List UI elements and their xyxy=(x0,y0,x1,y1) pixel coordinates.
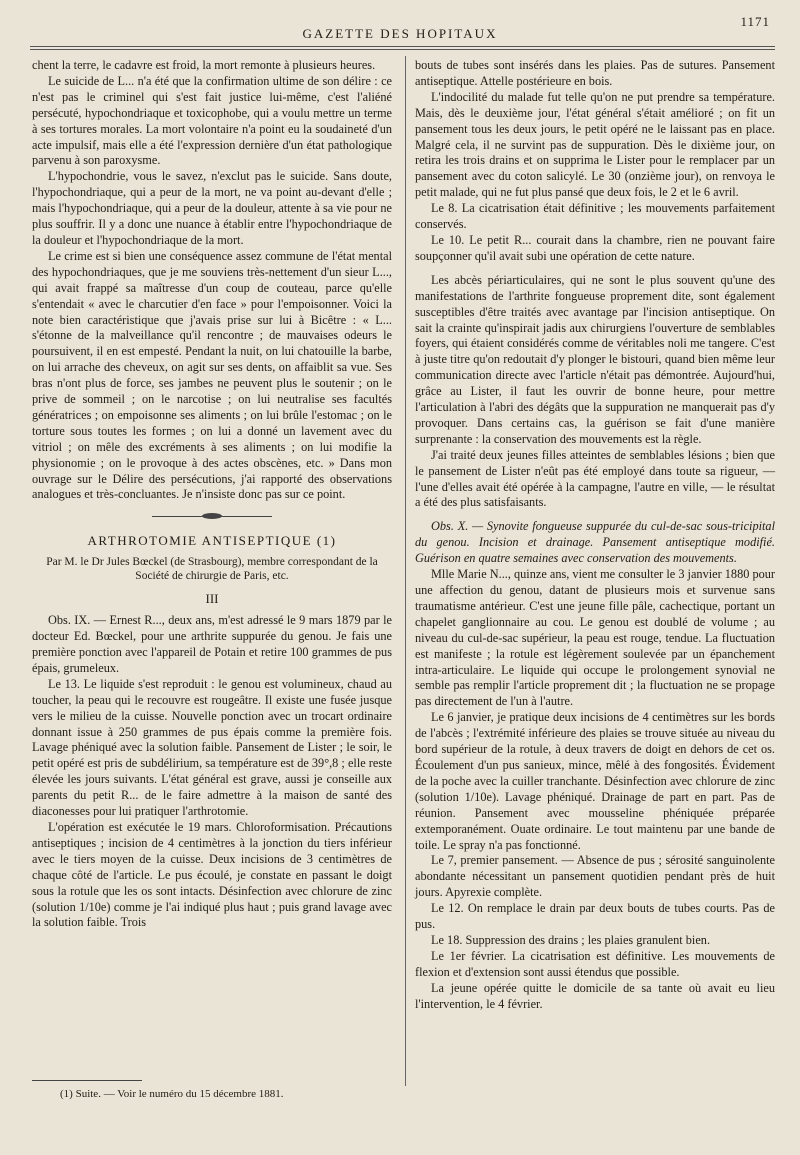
observation-paragraph: La jeune opérée quitte le domicile de sa tante où avait eu lieu l'intervention, le 4 février. xyxy=(415,980,775,1011)
header-rule xyxy=(30,46,775,50)
paragraph: L'hypochondrie, vous le savez, n'exclut pas le suicide. Sans doute, l'hypochondriaque, qui a peur de la mort, ne va point au-devant d'elle ; mais l'hypochondriaque, qui a peur de la douleur, attente à sa vie pour ne plus souffrir. Il y a donc une nuance à établir entre l'hypochondriaque de la douleur et l'hypochondriaque de la mort. xyxy=(32,169,392,247)
paragraph: bouts de tubes sont insérés dans les plaies. Pas de sutures. Pansement antiseptique. Attelle postérieure en bois. xyxy=(415,58,775,88)
column-divider xyxy=(405,56,406,1086)
paragraph: Le 8. La cicatrisation était définitive ; les mouvements parfaitement conservés. xyxy=(415,201,775,232)
observation-title xyxy=(415,519,775,567)
paragraph: L'indocilité du malade fut telle qu'on ne put prendre sa température. Mais, dès le deuxième jour, l'état général s'était amélioré ; on fit un pansement tous les deux jours, le petit opéré ne le laissant pas en place. Malgré cela, il ne survint pas de suppuration. Dès le dixième jour, on retira les trois drains et on supprima le Lister pour le remplacer par un pansement avec du coton salicylé. Le 30 (onzième jour), on renvoya le petit malade, qui ne fut plus pansé que deux fois, le 2 et le 6 avril. xyxy=(415,89,775,200)
footnote: (1) Suite. — Voir le numéro du 15 décembre 1881. xyxy=(60,1088,284,1100)
footnote-rule xyxy=(32,1080,142,1081)
article-title: ARTHROTOMIE ANTISEPTIQUE (1) xyxy=(87,533,337,549)
article-author: Par M. le Dr Jules Bœckel (de Strasbourg), membre correspondant de la Société de chirurgie de Paris, etc. xyxy=(46,556,378,583)
paragraph: Les abcès périarticulaires, qui ne sont le plus souvent qu'une des manifestations de l'arthrite fongueuse proprement dite, sont également susceptibles d'être traités avec avantage par l'incision antiseptique. On sait la crainte qu'inspirait jadis aux chirurgiens l'ouverture de semblables foyers, qui étaient considérés comme de véritables noli me tangere. C'est à juste titre qu'on redoutait d'y plonger le bistouri, quand bien même leur communication directe avec l'article n'était pas démontrée. Aujourd'hui, grâce au Lister, il faut les ouvrir de bonne heure, pour mettre l'articulation à l'abri des dégâts que la suppuration ne manquerait pas d'y provoquer. Dans certains cas, la guérison se fait d'une manière surprenante : la conservation des mouvements est la règle. xyxy=(415,272,775,446)
paragraph: Le 10. Le petit R... courait dans la chambre, rien ne pouvant faire soupçonner qu'il avait subi une opération de cette nature. xyxy=(415,232,775,263)
observation-paragraph: Le 1er février. La cicatrisation est définitive. Les mouvements de flexion et d'extension sont aussi étendus que possible. xyxy=(415,948,775,979)
journal-title: GAZETTE DES HOPITAUX xyxy=(302,26,498,41)
observation-paragraph: Le 7, premier pansement. — Absence de pus ; sérosité sanguinolente abondante nécessitant un pansement quotidien pendant près de huit jours. Apyrexie complète. xyxy=(415,853,775,900)
observation-paragraph: Le 12. On remplace le drain par deux bouts de tubes courts. Pas de pus. xyxy=(415,901,775,932)
observation-paragraph: L'opération est exécutée le 19 mars. Chloroformisation. Précautions antiseptiques ; incision de 4 centimètres à la jonction du tiers inférieur avec le tiers moyen de la cuisse. Deux incisions de 3 centimètres de chaque côté de l'article. Le pus écoulé, je constate en passant le doigt sous la rotule que les os sont intacts. Désinfection avec chlorure de zinc (solution 1/10e) comme je l'ai indiqué plus haut ; puis grand lavage avec la solution faible. Trois xyxy=(32,819,392,930)
observation-paragraph: Le 18. Suppression des drains ; les plaies granulent bien. xyxy=(431,932,711,947)
right-column xyxy=(415,58,775,1012)
page-number: 1171 xyxy=(740,14,770,29)
section-separator xyxy=(32,509,392,523)
paragraph: chent la terre, le cadavre est froid, la mort remonte à plusieurs heures. xyxy=(32,58,376,72)
observation-paragraph: Obs. IX. — Ernest R..., deux ans, m'est adressé le 9 mars 1879 par le docteur Ed. Bœckel, pour une arthrite suppurée du genou. Je fais une première ponction avec l'appareil de Potain et retire 100 grammes de pus épais, grumeleux. xyxy=(32,613,392,675)
observation-paragraph: Le 13. Le liquide s'est reproduit : le genou est volumineux, chaud au toucher, la peau qui le recouvre est rougeâtre. Il existe une fusée jusque vers le milieu de la cuisse. Nouvelle ponction avec un trocart ordinaire donnant issue à 250 grammes de pus épais comme la première fois. Lavage phéniqué avec la solution faible. Pansement de Lister ; le soir, le petit opéré est pris de subdélirium, sa température est de 39°,8 ; elle reste élevée les jours suivants. L'état général est grave, aussi je conseille aux parents du petit R... de le faire admettre à la maison de santé des diaconesses pour lui pratiquer l'arthrotomie. xyxy=(32,676,392,819)
observation-title-text: Obs. X. — Synovite fongueuse suppurée du cul-de-sac sous-tricipital du genou. Incision et drainage. Pansement antiseptique modifié. Guérison en quatre semaines avec conservation des mouvements. xyxy=(415,519,775,566)
spacer xyxy=(415,265,775,273)
part-number: III xyxy=(205,591,219,607)
left-column xyxy=(32,58,392,931)
observation-paragraph: Mlle Marie N..., quinze ans, vient me consulter le 3 janvier 1880 pour une affection du genou, datant de plusieurs mois et survenue sans traumatisme antérieur. C'est une jeune fille pâle, cachectique, portant un chapelet ganglionnaire au cou. Le genou est doublé de volume ; au niveau du cul-de-sac supérieur, la peau est rouge, tendue. La fluctuation est manifeste ; la rotule est légèrement soulevée par un épanchement intra-articulaire. Le liquide qui occupe le prolongement synovial ne semble pas remplir l'article proprement dit ; la fluctuation ne se propage pas directement de l'un à l'autre. xyxy=(415,567,775,709)
observation-paragraph: Le 6 janvier, je pratique deux incisions de 4 centimètres sur les bords de l'abcès ; l'extrémité inférieure des plaies se trouve située au niveau du bord supérieur de la rotule, à deux travers de doigt en dehors de cet os. Écoulement d'un pus sanieux, mince, mêlé à des fongosités. Évidement de la poche avec la cuiller tranchante. Désinfection avec chlorure de zinc (solution 1/10e). Lavage phéniqué. Drainage de part en part. Pas de réunion. Pansement avec mousseline phéniquée préparée extemporanément. Ouate ordinaire. Le tout maintenu par une bande de toile. Le spray n'a pas fonctionné. xyxy=(415,710,775,852)
paragraph: Le suicide de L... n'a été que la confirmation ultime de son délire : ce n'est pas le criminel qui s'est fait justice lui-même, c'est l'aliéné persécuté, hypochondriaque et toxicophobe, qui a voulu mettre un terme à ses tortures morales. La mort volontaire n'a point eu la soudaineté d'un acte impulsif, mais elle a été l'expression dernière d'un état pathologique parvenu à son paroxysme. xyxy=(32,73,392,168)
paragraph: J'ai traité deux jeunes filles atteintes de semblables lésions ; bien que le pansement de Lister n'eût pas été employé dans toute sa rigueur, — l'une d'elles avait été opérée à la campagne, l'autre en ville, — le résultat a été des plus satisfaisants. xyxy=(415,447,775,510)
paragraph: Le crime est si bien une conséquence assez commune de l'état mental des hypochondriaques, que je me souviens très-nettement d'un sieur L..., qui avait frappé sa maîtresse d'un coup de couteau, parce qu'elle s'entendait « avec le charcutier d'en face » pour l'empoisonner. Voici la note bien caractéristique que j'avais prise sur lui à Bicêtre : « L... s'étonne de la malveillance qu'il rencontre ; de mauvaises odeurs le poursuivent, il en est empesté. Pendant la nuit, on lui chatouille la barbe, on lui arrache des cheveux, on agit sur ses dents, on affaiblit sa vue. Ses bras n'ont plus de force, ses jambes ne peuvent plus le soutenir ; on le prive de sommeil ; on le narcotise ; on lui neutralise ses facultés génératrices ; on empoisonne ses aliments ; on lui brûle l'estomac ; on le torture sous toutes les formes ; on lui a donné un lavement avec du vitriol ; on mêle des excréments à ses aliments ; on lui modifie la physionomie ; on le provoque à des actes obscènes, etc. » Dans mon ouvrage sur le Délire des persécutions, j'ai rapporté des observations analogues et très-concluantes. Je n'insiste donc pas sur ce point. xyxy=(32,248,392,502)
